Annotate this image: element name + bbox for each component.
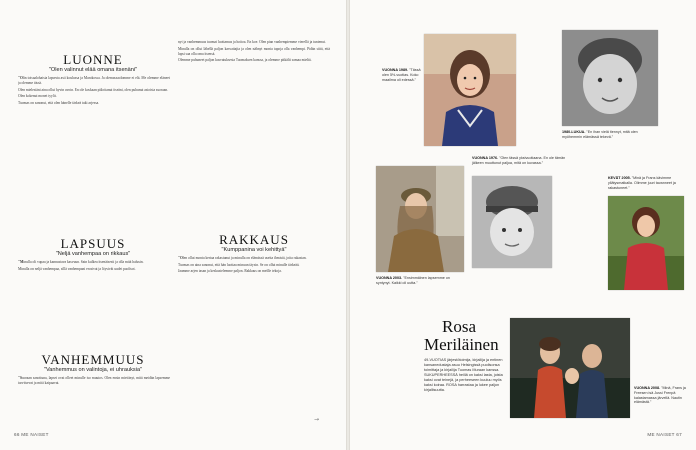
paragraph: Olemme puhuneet paljon kasvatuksesta Tuomaksen kanssa, ja olemme pitkälti samaa mieltä. bbox=[178, 58, 312, 63]
luonne-column bbox=[18, 76, 170, 228]
section-title-rakkaus: RAKKAUS bbox=[219, 232, 289, 247]
bio-text: 49-VUOTIAS järjestötoimija, kirjailija ja entinen kansanedustaja asuu Helsingissä puolisonsa toimittaja ja kirjailija Tuomas Muraan kanssa. SUKUPERHEESSÄ heillä on kaksi lasta, joista kaksi ovat teinejä, ja perheeseen kuuluu myös kaksi koiraa. ROSA harrastaa ja lukee paljon kirjallisuutta. bbox=[424, 358, 503, 392]
paragraph: "Minulla oli vapaa ja kannustava kasvuun. Sain kulkea itsenäisesti ja olla mitä halusin. bbox=[18, 260, 144, 264]
paragraph: Olen kokenut monet tyylit. bbox=[18, 94, 57, 99]
caption-text: "Minä ja Frans kävimme yllätysmatkalla. Olimme juuri tavanneet ja rakastuneet." bbox=[608, 176, 676, 190]
lapsuus-column bbox=[18, 260, 170, 348]
paragraph: "Olin toisaalohaisia lapsesta asti koulussa ja Marokossa. Ja olemassaolomme ei elä. Me olemme eläneet ja olemme tässä. bbox=[18, 76, 170, 86]
section-title-luonne: LUONNE bbox=[63, 52, 123, 67]
section-subtitle-vanhemmuus: "Vanhemmus on valintoja, ei uhrauksia" bbox=[43, 367, 143, 373]
left-folio: 66 ME NAISET bbox=[14, 432, 49, 437]
caption-1989 bbox=[382, 68, 422, 82]
section-title-vanhemmuus: VANHEMMUUS bbox=[41, 352, 145, 367]
left-page bbox=[0, 0, 346, 450]
caption-1976 bbox=[472, 156, 566, 166]
caption-text: "En ihan vielä tiennyt, mitä olen myöhemmin elämässä tekevä." bbox=[562, 130, 638, 139]
section-subtitle-lapsuus: "Neljä vanhempaa on rikkaus" bbox=[55, 251, 131, 257]
bio-name-first: Rosa bbox=[442, 317, 476, 336]
section-title-lapsuus: LAPSUUS bbox=[60, 236, 126, 251]
paragraph: Tuomas on aina sanonut, että hän luottaa minuun täysin. Se on ollut minulle tärkeää. bbox=[178, 262, 300, 267]
photo-woman-2003 bbox=[376, 166, 464, 272]
paragraph: nyt ja vanhemmuus tuomat luottamus ja hoitoa. En koe. Olen pian vanhempiemme vierellä ja tuntenut. bbox=[178, 40, 326, 44]
photo-family-2008 bbox=[510, 318, 630, 418]
paragraph: "Suoraan sanottuna, lapset ovat olleet minulle iso muutos. Olen ensin miettinyt, mitä meidän lapsemme tarvitsevat ja mitä kaipaavat. bbox=[18, 376, 170, 386]
photo-spring-2005 bbox=[608, 196, 684, 290]
caption-label: VUONNA 2008. bbox=[634, 386, 661, 390]
photo-baby-hat-1976 bbox=[472, 176, 552, 268]
caption-label: KEVÄT 2005. bbox=[608, 176, 631, 180]
caption-2003 bbox=[376, 276, 464, 286]
paragraph: Minulla on neljä vanhempaa, sillä vanhempani erosivat ja löysivät uudet puolisot. bbox=[18, 266, 136, 271]
right-folio: ME NAISET 67 bbox=[647, 432, 682, 437]
photo-baby-bw-1980s bbox=[562, 30, 658, 126]
caption-2005 bbox=[608, 176, 686, 190]
photo-child-1989 bbox=[424, 34, 516, 146]
paragraph: Tuomas on sanonut, että olen hänelle tärkeä tuki arjessa. bbox=[18, 100, 100, 105]
caption-label: VUONNA 1989. bbox=[382, 68, 409, 72]
caption-text: "Olen tässä yksivuotiaana. En ole tämän jälkeen muuttunut paljoa, mitä on kuvassa." bbox=[472, 156, 566, 165]
paragraph: "Olen ollut monta kertaa rakastunut ja minulla on elämässä useita ihmisiä, joita rakastan. bbox=[178, 256, 307, 260]
paragraph: Minulla on ollut lähellä paljon kasvattajia ja olen nähnyt monia tapoja olla vanhempi. Pidän siitä, että lapsi saa olla oma itsensä. bbox=[178, 46, 330, 56]
right-page bbox=[314, 0, 696, 450]
continue-arrow: → bbox=[314, 416, 320, 423]
paragraph: Jaamme arjen tasan ja keskustelemme paljon. Rakkaus on meille tekoja. bbox=[178, 269, 282, 274]
caption-text: "Ensimmäinen lapsemme on syntynyt. Kaikki oli uutta." bbox=[376, 276, 450, 285]
caption-label: 1980-LUKUA. bbox=[562, 130, 586, 134]
section-subtitle-luonne: "Olen valinnut elää omana itsenäni" bbox=[48, 67, 138, 73]
caption-label: VUONNA 1976. bbox=[472, 156, 499, 160]
caption-2008 bbox=[634, 386, 686, 405]
rakkaus-column bbox=[178, 256, 330, 428]
paragraph: Olen mielestäni aina ollut hyvin avoin. En ole koskaan piilottanut itseäni, olen puhunut asioista suoraan. bbox=[18, 87, 169, 92]
caption-text: "Minä, Frans ja Freesen isä Jussi Frenpä kalastamassa järvellä. Nautin elämästä." bbox=[634, 386, 686, 405]
section-subtitle-rakkaus: "Kumppanina voi kehittyä" bbox=[221, 247, 287, 253]
column-two bbox=[178, 40, 330, 218]
caption-label: VUONNA 2003. bbox=[376, 276, 403, 280]
caption-text: "Tässä olen 5½-vuotias. Koko maailma oli edessä." bbox=[382, 68, 421, 82]
caption-1980s bbox=[562, 130, 658, 140]
vanhemmuus-column bbox=[18, 376, 170, 428]
bio-name-last: Meriläinen bbox=[424, 335, 499, 354]
